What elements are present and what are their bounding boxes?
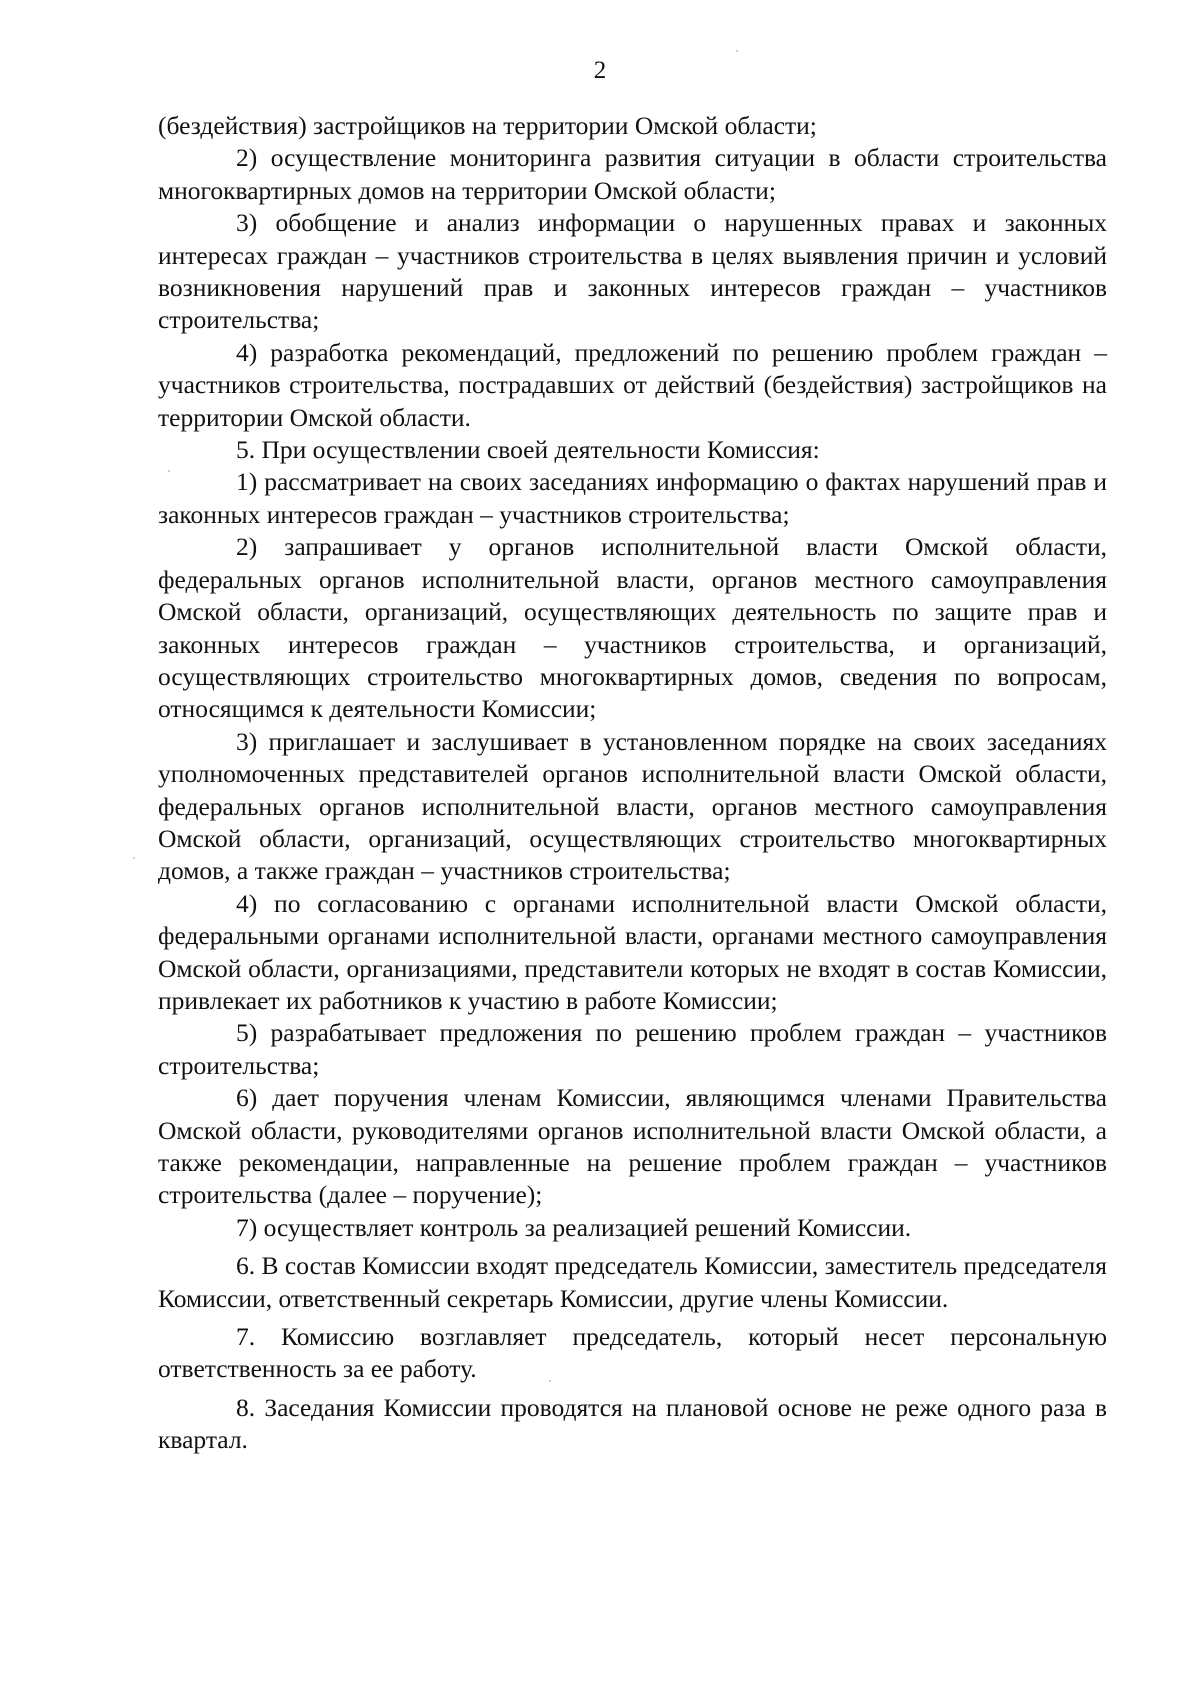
paragraph-continuation: (бездействия) застройщиков на территории Омской области; — [158, 111, 817, 140]
paragraph-section-7: 7. Комиссию возглавляет председатель, который несет персональную ответственность за ее работу. — [158, 1322, 1107, 1384]
paragraph-section-8: 8. Заседания Комиссии проводятся на плановой основе не реже одного раза в квартал. — [158, 1392, 1107, 1455]
page-number: 2 — [593, 57, 607, 84]
paragraph-5-item-5: 5) разрабатывает предложения по решению проблем граждан – участников строительства; — [158, 1018, 1107, 1080]
scan-speck — [736, 50, 738, 52]
scan-speck — [549, 1380, 551, 1382]
scan-speck — [133, 857, 135, 859]
paragraph-5-item-4: 4) по согласованию с органами исполнительной власти Омской области, федеральными органами исполнительной власти, органами местного самоуправления Омской области, организациями, представители которых не входят в состав Комиссии, привлекает их работников к участию в работе Комиссии; — [158, 888, 1107, 1015]
paragraph-5-item-2: 2) запрашивает у органов исполнительной власти Омской области, федеральных органов исполнительной власти, органов местного самоуправления Омской области, организаций, осуществляющих деятельность по защите прав и законных интересов граждан – участников строительства, и организаций, осуществляющих строительство многоквартирных домов, сведения по вопросам, относящимся к деятельности Комиссии; — [158, 532, 1107, 724]
paragraph-5-item-1: 1) рассматривает на своих заседаниях информацию о фактах нарушений прав и законных интересов граждан – участников строительства; — [158, 467, 1107, 529]
paragraph-section-6: 6. В состав Комиссии входят председатель Комиссии, заместитель председателя Комиссии, ответственный секретарь Комиссии, другие члены Комиссии. — [158, 1251, 1107, 1313]
paragraph-item-4-recommendations: 4) разработка рекомендаций, предложений по решению проблем граждан – участников строительства, пострадавших от действий (бездействия) застройщиков на территории Омской области. — [158, 337, 1107, 432]
scan-speck — [168, 470, 170, 472]
document-body — [158, 110, 1107, 1457]
paragraph-5-item-6: 6) дает поручения членам Комиссии, являющимся членами Правительства Омской области, руководителями органов исполнительной власти Омской области, а также рекомендации, направленные на решение проблем граждан – участников строительства (далее – поручение); — [158, 1083, 1107, 1210]
paragraph-5-item-7: 7) осуществляет контроль за реализацией решений Комиссии. — [236, 1212, 912, 1242]
paragraph-5-item-3: 3) приглашает и заслушивает в установленном порядке на своих заседаниях уполномоченных представителей органов исполнительной власти Омской области, федеральных органов исполнительной власти, органов местного самоуправления Омской области, организаций, осуществляющих строительство многоквартирных домов, а также граждан – участников строительства; — [158, 726, 1107, 886]
paragraph-section-5: 5. При осуществлении своей деятельности Комиссия: — [236, 435, 820, 465]
paragraph-item-2-monitoring: 2) осуществление мониторинга развития ситуации в области строительства многоквартирных домов на территории Омской области; — [158, 143, 1107, 205]
paragraph-item-3-analysis: 3) обобщение и анализ информации о нарушенных правах и законных интересах граждан – участников строительства в целях выявления причин и условий возникновения нарушений прав и законных интересов граждан – участников строительства; — [158, 208, 1107, 335]
